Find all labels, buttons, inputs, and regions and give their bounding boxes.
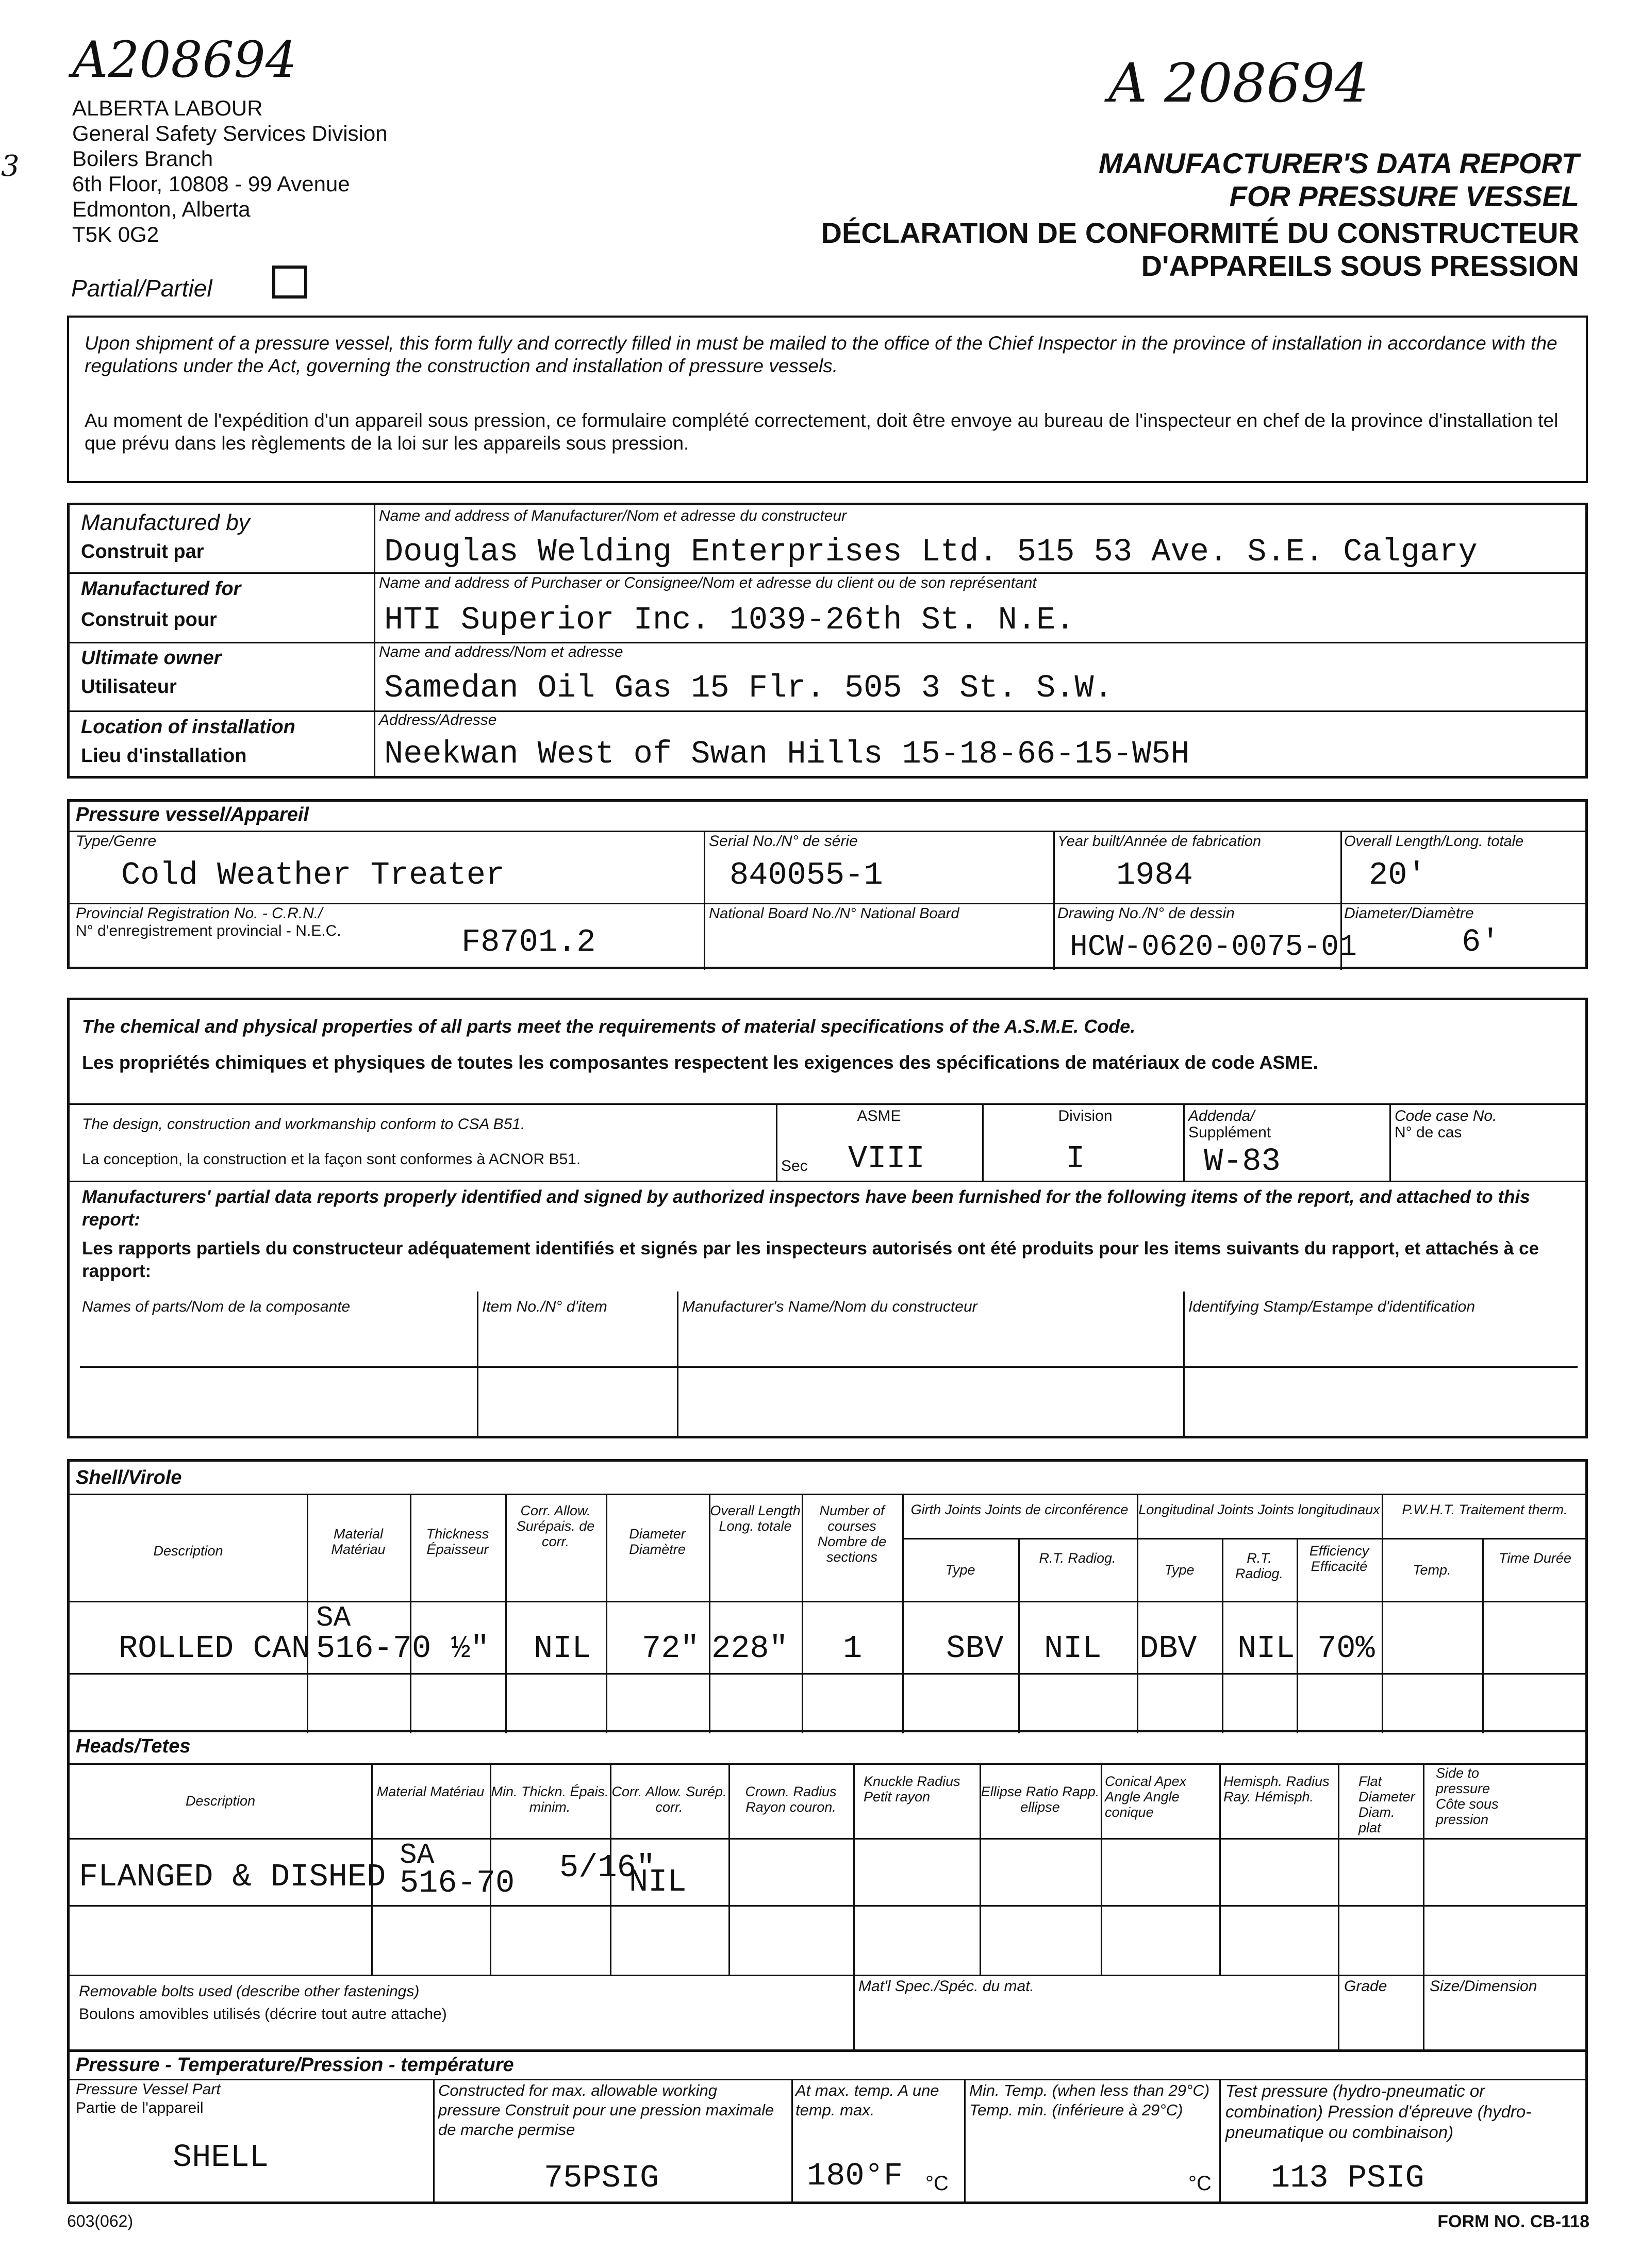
heads-col-material: Material Matériau xyxy=(376,1784,485,1799)
address-line: Boilers Branch xyxy=(72,146,213,171)
materials-table xyxy=(67,998,1588,1438)
heads-col-conical: Conical Apex Angle Angle conique xyxy=(1105,1774,1187,1820)
shell-col-pwht: P.W.H.T. Traitement therm. xyxy=(1402,1502,1568,1517)
parts-names-header: Names of parts/Nom de la composante xyxy=(82,1298,351,1315)
construit-par-label: Construit par xyxy=(81,541,204,562)
heads-corr-value[interactable]: NIL xyxy=(629,1864,687,1900)
heads-description-value[interactable]: FLANGED & DISHED xyxy=(79,1859,386,1895)
division-value[interactable]: I xyxy=(1066,1140,1085,1177)
mawp-label: Constructed for max. allowable working pressure Construit pour une pression maximale de marche permise xyxy=(438,2081,774,2139)
heads-col-min-thickness: Min. Thickn. Épais. minim. xyxy=(491,1784,609,1815)
removable-bolts-fr: Boulons amovibles utilisés (décrire tout autre attache) xyxy=(79,2006,447,2023)
crn-label-1: Provincial Registration No. - C.R.N./ xyxy=(76,905,323,922)
drawing-value[interactable]: HCW-0620-0075-01 xyxy=(1070,931,1357,964)
address-line: ALBERTA LABOUR xyxy=(72,96,263,120)
year-label: Year built/Année de fabrication xyxy=(1057,833,1261,850)
min-temp-unit: °C xyxy=(1188,2172,1212,2195)
manufactured-by-label: Manufactured by xyxy=(81,510,250,535)
asme-section-value[interactable]: VIII xyxy=(848,1140,925,1177)
addenda-value[interactable]: W-83 xyxy=(1204,1143,1281,1180)
partial-label: Partial/Partiel xyxy=(71,275,212,302)
shell-courses-value[interactable]: 1 xyxy=(843,1630,863,1667)
division-label: Division xyxy=(1058,1107,1113,1124)
heads-col-crown: Crown. Radius Rayon couron. xyxy=(745,1784,837,1815)
margin-mark: 3 xyxy=(1,150,20,183)
heads-material-value-2[interactable]: 516-70 xyxy=(400,1865,515,1901)
manufacturer-sub: Name and address of Manufacturer/Nom et adresse du constructeur xyxy=(379,507,847,524)
shell-section-title: Shell/Virole xyxy=(76,1467,182,1488)
shell-col-efficiency: Efficiency Efficacité xyxy=(1309,1543,1369,1574)
shell-length-value[interactable]: 228" xyxy=(711,1630,788,1667)
form-number: FORM NO. CB-118 xyxy=(1437,2212,1589,2231)
address-line: 6th Floor, 10808 - 99 Avenue xyxy=(72,172,350,196)
parts-stamp-header: Identifying Stamp/Estampe d'identification xyxy=(1188,1298,1476,1315)
shell-col-material: Material Matériau xyxy=(331,1526,386,1557)
address-line: General Safety Services Division xyxy=(72,121,388,145)
drawing-label: Drawing No./N° de dessin xyxy=(1057,905,1235,922)
title-en-line-1: MANUFACTURER'S DATA REPORT xyxy=(1098,147,1579,179)
type-label: Type/Genre xyxy=(76,833,157,850)
address-line: T5K 0G2 xyxy=(72,222,159,246)
shell-col-girth-type: Type xyxy=(945,1562,975,1578)
mawp-value[interactable]: 75PSIG xyxy=(544,2160,659,2196)
construit-pour-label: Construit pour xyxy=(81,609,217,631)
title-fr-line-2: D'APPAREILS SOUS PRESSION xyxy=(1141,250,1579,282)
pressure-section-title: Pressure - Temperature/Pression - température xyxy=(76,2054,514,2076)
heads-col-knuckle: Knuckle Radius Petit rayon xyxy=(864,1774,960,1805)
code-case-label-1: Code case No. xyxy=(1395,1107,1497,1124)
test-pressure-value[interactable]: 113 PSIG xyxy=(1271,2160,1424,2196)
shell-thickness-value[interactable]: ½" xyxy=(451,1630,490,1667)
purchaser-sub: Name and address of Purchaser or Consignee/Nom et adresse du client ou de son représentant xyxy=(379,574,1037,591)
pressure-table xyxy=(67,2052,1588,2204)
removable-bolts-en: Removable bolts used (describe other fastenings) xyxy=(79,1983,420,2000)
shell-long-rt-value[interactable]: NIL xyxy=(1237,1630,1295,1667)
shell-col-courses: Number of courses Nombre de sections xyxy=(817,1503,887,1565)
shell-col-girth-rt: R.T. Radiog. xyxy=(1039,1550,1116,1566)
authority-address xyxy=(72,95,388,247)
notice-box xyxy=(67,316,1588,483)
part-value[interactable]: SHELL xyxy=(173,2139,269,2176)
heads-material-value-1[interactable]: SA xyxy=(400,1839,435,1872)
parties-table xyxy=(67,503,1588,779)
address-line: Edmonton, Alberta xyxy=(72,197,251,221)
handwritten-reference-left: A208694 xyxy=(72,31,297,89)
shell-col-time: Time Durée xyxy=(1499,1550,1571,1566)
owner-sub: Name and address/Nom et adresse xyxy=(379,643,623,660)
type-value[interactable]: Cold Weather Treater xyxy=(121,857,505,893)
min-temp-label: Min. Temp. (when less than 29°C) Temp. min. (inférieure à 29°C) xyxy=(969,2081,1210,2119)
diameter-label: Diameter/Diamètre xyxy=(1344,905,1474,922)
purchaser-value[interactable]: HTI Superior Inc. 1039-26th St. N.E. xyxy=(384,602,1075,638)
addenda-label-1: Addenda/ xyxy=(1188,1107,1255,1124)
grade-label: Grade xyxy=(1344,1978,1387,1995)
notice-en: Upon shipment of a pressure vessel, this form fully and correctly filled in must be mailed to the office of the Chief Inspector in the province of installation in accordance with the regulations under the Act, governing the construction and installation of pressure vessels. xyxy=(85,333,1557,376)
part-label-2: Partie de l'appareil xyxy=(76,2099,204,2116)
max-temp-label: At max. temp. A une temp. max. xyxy=(795,2081,939,2119)
shell-material-value-1[interactable]: SA xyxy=(316,1601,351,1634)
part-label-1: Pressure Vessel Part xyxy=(76,2081,221,2098)
utilisateur-label: Utilisateur xyxy=(81,676,177,698)
shell-col-long-rt: R.T. Radiog. xyxy=(1235,1550,1284,1581)
owner-value[interactable]: Samedan Oil Gas 15 Flr. 505 3 St. S.W. xyxy=(384,670,1113,706)
asme-label: ASME xyxy=(857,1107,901,1124)
vessel-table xyxy=(67,799,1588,969)
partial-checkbox[interactable] xyxy=(272,266,307,299)
sec-label: Sec xyxy=(781,1157,808,1174)
heads-table xyxy=(67,1732,1588,2052)
heads-col-ellipse: Ellipse Ratio Rapp. ellipse xyxy=(981,1784,1100,1815)
shell-col-diameter: Diameter Diamètre xyxy=(629,1526,686,1557)
shell-table xyxy=(67,1459,1588,1732)
diameter-value[interactable]: 6' xyxy=(1462,924,1500,961)
addenda-label-2: Supplément xyxy=(1188,1124,1271,1141)
materials-statement-en: The chemical and physical properties of all parts meet the requirements of material specifications of the A.S.M.E. Code. xyxy=(82,1016,1136,1037)
parts-manufacturer-header: Manufacturer's Name/Nom du constructeur xyxy=(682,1298,977,1315)
shell-girth-type-value[interactable]: SBV xyxy=(946,1630,1004,1667)
max-temp-value[interactable]: 180°F xyxy=(807,2158,903,2194)
notice-fr: Au moment de l'expédition d'un appareil sous pression, ce formulaire complété correctement, doit être envoye au bureau de l'inspecteur en chef de la province d'installation tel que prévu dans les règlements de la loi sur les appareils sous pression. xyxy=(85,410,1559,454)
title-fr xyxy=(821,217,1579,283)
material-spec-label: Mat'l Spec./Spéc. du mat. xyxy=(858,1978,1034,1995)
lieu-label: Lieu d'installation xyxy=(81,745,247,767)
shell-col-corr: Corr. Allow. Surépais. de corr. xyxy=(516,1503,595,1549)
heads-col-flat: Flat Diameter Diam. plat xyxy=(1358,1774,1415,1835)
serial-value[interactable]: 840055-1 xyxy=(730,857,883,893)
crn-value[interactable]: F8701.2 xyxy=(461,924,596,961)
form-code-left: 603(062) xyxy=(67,2212,134,2230)
vessel-section-title: Pressure vessel/Appareil xyxy=(76,804,309,825)
title-fr-line-1: DÉCLARATION DE CONFORMITÉ DU CONSTRUCTEUR xyxy=(821,217,1579,249)
crn-label-2: N° d'enregistrement provincial - N.E.C. xyxy=(76,922,341,939)
length-label: Overall Length/Long. totale xyxy=(1344,833,1524,850)
heads-min-thickness-value[interactable]: 5/16" xyxy=(559,1849,656,1886)
location-value[interactable]: Neekwan West of Swan Hills 15-18-66-15-W5H xyxy=(384,736,1190,772)
shell-long-type-value[interactable]: DBV xyxy=(1139,1630,1197,1667)
shell-girth-rt-value[interactable]: NIL xyxy=(1044,1630,1102,1667)
length-value[interactable]: 20' xyxy=(1369,857,1427,893)
national-board-label: National Board No./N° National Board xyxy=(709,905,959,922)
shell-col-long: Longitudinal Joints Joints longitudinaux xyxy=(1138,1502,1380,1517)
heads-col-corr: Corr. Allow. Surép. corr. xyxy=(611,1784,727,1815)
shell-col-description: Description xyxy=(153,1543,223,1559)
max-temp-unit: °C xyxy=(925,2172,949,2195)
heads-col-side: Side to pressure Côte sous pression xyxy=(1436,1765,1499,1827)
location-sub: Address/Adresse xyxy=(379,711,497,729)
shell-col-long-type: Type xyxy=(1164,1562,1195,1578)
design-fr: La conception, la construction et la façon sont conformes à ACNOR B51. xyxy=(82,1151,581,1168)
title-en-line-2: FOR PRESSURE VESSEL xyxy=(1229,180,1579,212)
handwritten-reference-right: A 208694 xyxy=(1108,52,1369,114)
shell-col-length: Overall Length Long. totale xyxy=(710,1503,801,1534)
design-en: The design, construction and workmanship conform to CSA B51. xyxy=(82,1116,525,1133)
shell-col-girth: Girth Joints Joints de circonférence xyxy=(910,1502,1129,1517)
partial-reports-fr: Les rapports partiels du constructeur adéquatement identifiés et signés par les inspecteurs autorisés ont été produits pour les items suivants du rapport, et attachés à ce rapport: xyxy=(82,1238,1539,1281)
heads-col-hemisph: Hemisph. Radius Ray. Hémisph. xyxy=(1223,1774,1330,1805)
shell-col-thickness: Thickness Épaisseur xyxy=(426,1526,489,1557)
shell-corr-value[interactable]: NIL xyxy=(534,1630,591,1667)
shell-efficiency-value[interactable]: 70% xyxy=(1317,1630,1375,1667)
test-pressure-label: Test pressure (hydro-pneumatic or combination) Pression d'épreuve (hydro-pneumatique ou combinaison) xyxy=(1225,2081,1532,2142)
title-en xyxy=(1099,147,1579,213)
size-label: Size/Dimension xyxy=(1430,1978,1537,1995)
heads-col-description: Description xyxy=(185,1793,256,1809)
heads-section-title: Heads/Tetes xyxy=(76,1735,191,1757)
shell-diameter-value[interactable]: 72" xyxy=(642,1630,700,1667)
manufacturer-value[interactable]: Douglas Welding Enterprises Ltd. 515 53 Ave. S.E. Calgary xyxy=(384,534,1478,570)
parts-item-header: Item No./N° d'item xyxy=(482,1298,607,1315)
materials-statement-fr: Les propriétés chimiques et physiques de toutes les composantes respectent les exigences des spécifications de matériaux de code ASME. xyxy=(82,1052,1318,1073)
manufactured-for-label: Manufactured for xyxy=(81,578,241,600)
partial-reports-en: Manufacturers' partial data reports properly identified and signed by authorized inspectors have been furnished for the following items of the report, and attached to this report: xyxy=(82,1187,1530,1230)
code-case-label-2: N° de cas xyxy=(1395,1124,1462,1141)
shell-description-value[interactable]: ROLLED CAN xyxy=(119,1630,311,1667)
serial-label: Serial No./N° de série xyxy=(709,833,858,850)
location-label: Location of installation xyxy=(81,716,295,738)
year-value[interactable]: 1984 xyxy=(1116,857,1193,893)
shell-material-value-2[interactable]: 516-70 xyxy=(316,1630,432,1667)
shell-col-temp: Temp. xyxy=(1413,1562,1451,1578)
ultimate-owner-label: Ultimate owner xyxy=(81,647,222,669)
